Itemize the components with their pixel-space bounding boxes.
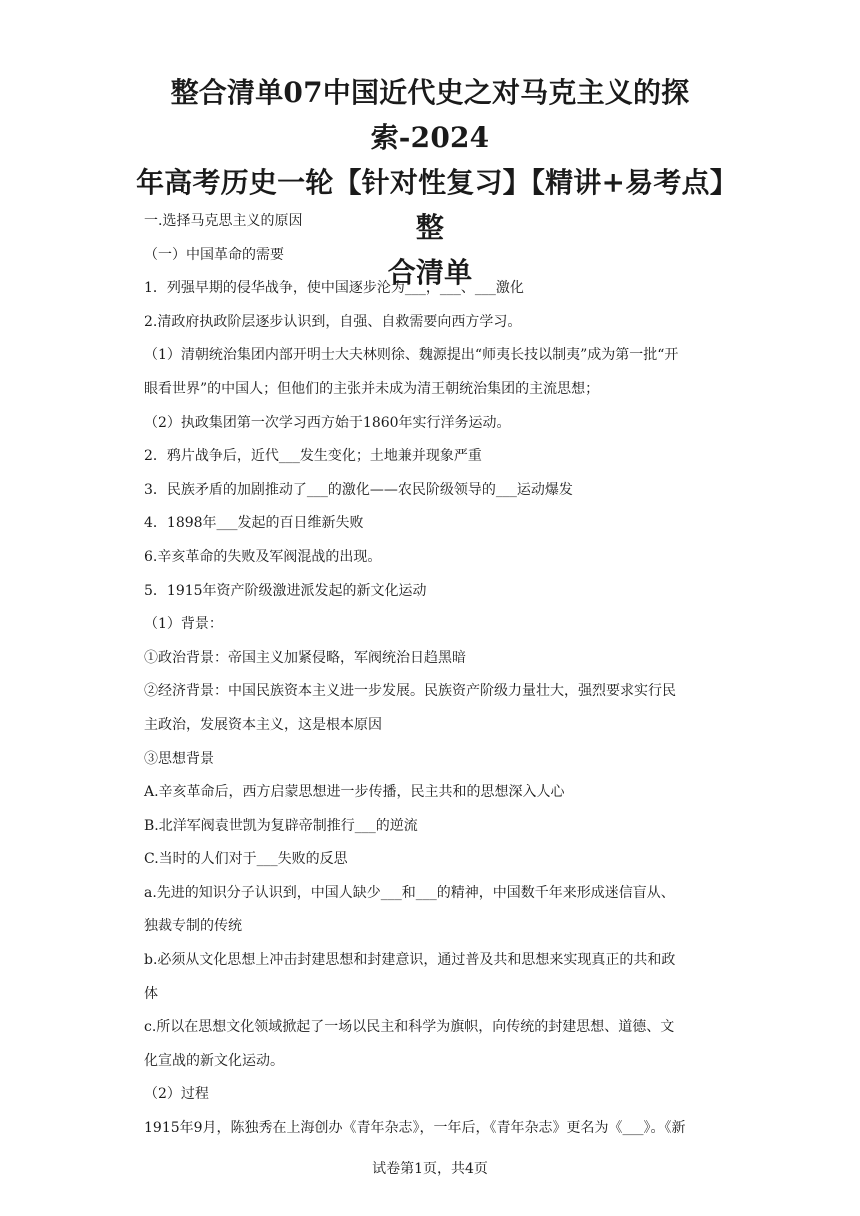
text-line: （2）执政集团第一次学习西方始于1860年实行洋务运动。: [144, 414, 511, 431]
text-line: 独裁专制的传统: [144, 918, 242, 935]
text-line: 1．列强早期的侵华战争，使中国逐步沦为___，___、___激化: [144, 280, 524, 297]
text-line: 一.选择马克思主义的原因: [144, 213, 303, 229]
text-line: 1915年9月，陈独秀在上海创办《青年杂志》，一年后，《青年杂志》更名为《___》。《新: [144, 1120, 686, 1137]
title-line-2: 年高考历史一轮【针对性复习】【精讲+易考点】整: [136, 166, 724, 244]
text-line: （2）过程: [144, 1086, 209, 1103]
text-line: （一）中国革命的需要: [144, 246, 284, 263]
text-line: C.当时的人们对于___失败的反思: [144, 851, 348, 868]
text-line: 2．鸦片战争后，近代___发生变化；土地兼并现象严重: [144, 448, 482, 465]
text-line: 4．1898年___发起的百日维新失败: [144, 515, 364, 532]
text-line: b.必须从文化思想上冲击封建思想和封建意识，通过普及共和思想来实现真正的共和政: [144, 952, 676, 969]
title-line-1: 整合清单07中国近代史之对马克主义的探索-2024: [170, 76, 690, 154]
text-line: ①政治背景：帝国主义加紧侵略，军阀统治日趋黑暗: [144, 649, 466, 666]
text-line: （1）背景：: [144, 616, 223, 633]
text-line: B.北洋军阀袁世凯为复辟帝制推行___的逆流: [144, 817, 418, 834]
text-line: 体: [144, 985, 158, 1002]
text-line: c.所以在思想文化领域掀起了一场以民主和科学为旗帜，向传统的封建思想、道德、文: [144, 1019, 675, 1036]
text-line: 2.清政府执政阶层逐步认识到，自强、自救需要向西方学习。: [144, 313, 522, 330]
text-line: ③思想背景: [144, 750, 214, 767]
text-line: 主政治，发展资本主义，这是根本原因: [144, 716, 382, 733]
document-body: [144, 205, 719, 1146]
text-line: 5．1915年资产阶级激进派发起的新文化运动: [144, 582, 427, 599]
text-line: 6.辛亥革命的失败及军阀混战的出现。: [144, 548, 382, 565]
text-line: A.辛亥革命后，西方启蒙思想进一步传播，民主共和的思想深入人心: [144, 784, 565, 801]
title-line-3: 合清单: [387, 256, 473, 289]
text-line: ②经济背景：中国民族资本主义进一步发展。民族资产阶级力量壮大，强烈要求实行民: [144, 683, 676, 700]
text-line: 眼看世界”的中国人；但他们的主张并未成为清王朝统治集团的主流思想；: [144, 380, 600, 397]
text-line: 化宣战的新文化运动。: [144, 1052, 284, 1069]
text-line: a.先进的知识分子认识到，中国人缺少___和___的精神，中国数千年来形成迷信盲从、: [144, 884, 675, 901]
text-line: 3．民族矛盾的加剧推动了___的激化——农民阶级领导的___运动爆发: [144, 481, 573, 498]
text-line: （1）清朝统治集团内部开明士大夫林则徐、魏源提出“师夷长技以制夷”成为第一批“开: [144, 347, 679, 364]
page-footer: 试卷第1页，共4页: [372, 1161, 488, 1177]
